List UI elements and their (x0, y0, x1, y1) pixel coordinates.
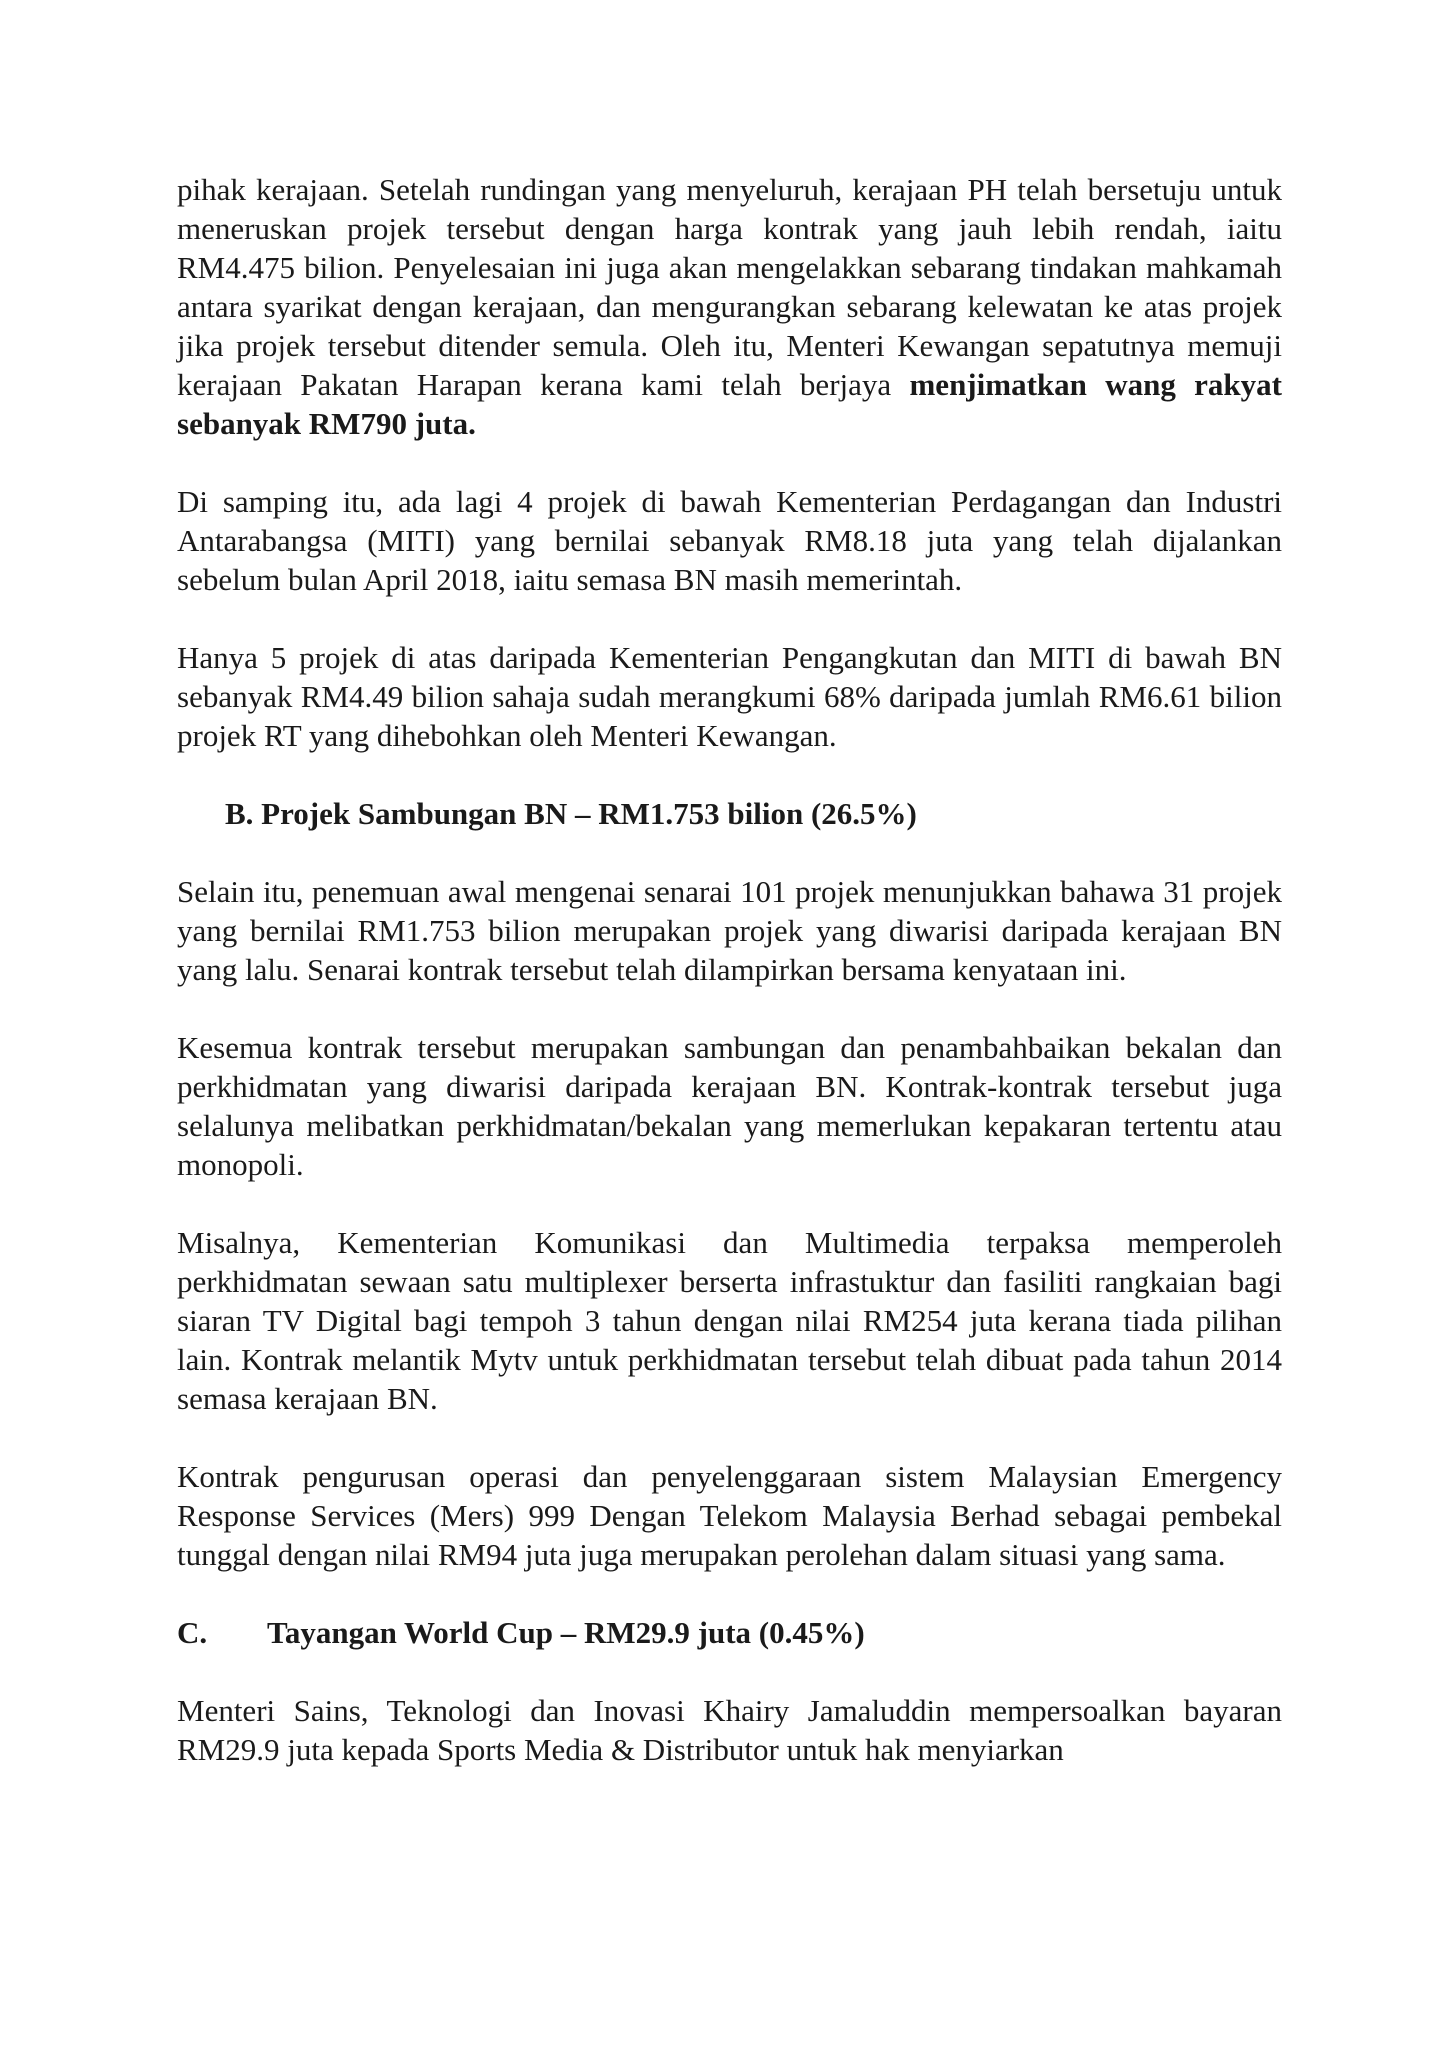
paragraph-2: Di samping itu, ada lagi 4 projek di bawah Kementerian Perdagangan dan Industri Antarabangsa (MITI) yang bernilai sebanyak RM8.18 juta yang telah dijalankan sebelum bulan April 2018, iaitu semasa BN masih memerintah. (177, 484, 1282, 597)
paragraph-1 (177, 170, 1282, 443)
paragraph-5: Kesemua kontrak tersebut merupakan sambungan dan penambahbaikan bekalan dan perkhidmatan yang diwarisi daripada kerajaan BN. Kontrak-kontrak tersebut juga selalunya melibatkan perkhidmatan/bekalan yang memerlukan kepakaran tertentu atau monopoli. (177, 1030, 1282, 1182)
paragraph-6: Misalnya, Kementerian Komunikasi dan Multimedia terpaksa memperoleh perkhidmatan sewaan satu multiplexer berserta infrastuktur dan fasiliti rangkaian bagi siaran TV Digital bagi tempoh 3 tahun dengan nilai RM254 juta kerana tiada pilihan lain. Kontrak melantik Mytv untuk perkhidmatan tersebut telah dibuat pada tahun 2014 semasa kerajaan BN. (177, 1225, 1282, 1416)
section-heading-b: B. Projek Sambungan BN – RM1.753 bilion (26.5%) (225, 796, 917, 831)
paragraph-1-bold: menjimatkan wang rakyat sebanyak RM790 juta. (177, 367, 1282, 441)
paragraph-8: Menteri Sains, Teknologi dan Inovasi Khairy Jamaluddin mempersoalkan bayaran RM29.9 juta kepada Sports Media & Distributor untuk hak menyiarkan (177, 1693, 1282, 1767)
paragraph-7: Kontrak pengurusan operasi dan penyelenggaraan sistem Malaysian Emergency Response Services (Mers) 999 Dengan Telekom Malaysia Berhad sebagai pembekal tunggal dengan nilai RM94 juta juga merupakan perolehan dalam situasi yang sama. (177, 1459, 1282, 1572)
section-heading-c (177, 1613, 1282, 1652)
paragraph-1-text: pihak kerajaan. Setelah rundingan yang menyeluruh, kerajaan PH telah bersetuju untuk meneruskan projek tersebut dengan harga kontrak yang jauh lebih rendah, iaitu RM4.475 bilion. Penyelesaian ini juga akan mengelakkan sebarang tindakan mahkamah antara syarikat dengan kerajaan, dan mengurangkan sebarang kelewatan ke atas projek jika projek tersebut ditender semula. Oleh itu, Menteri Kewangan sepatutnya memuji kerajaan Pakatan Harapan kerana kami telah berjaya (177, 172, 1282, 402)
section-heading-c-title: Tayangan World Cup – RM29.9 juta (0.45%) (267, 1615, 865, 1650)
paragraph-4: Selain itu, penemuan awal mengenai senarai 101 projek menunjukkan bahawa 31 projek yang bernilai RM1.753 bilion merupakan projek yang diwarisi daripada kerajaan BN yang lalu. Senarai kontrak tersebut telah dilampirkan bersama kenyataan ini. (177, 874, 1282, 987)
paragraph-3: Hanya 5 projek di atas daripada Kementerian Pengangkutan dan MITI di bawah BN sebanyak RM4.49 bilion sahaja sudah merangkumi 68% daripada jumlah RM6.61 bilion projek RT yang dihebohkan oleh Menteri Kewangan. (177, 640, 1282, 753)
document-page (177, 170, 1282, 1808)
section-heading-c-letter: C. (177, 1615, 208, 1650)
